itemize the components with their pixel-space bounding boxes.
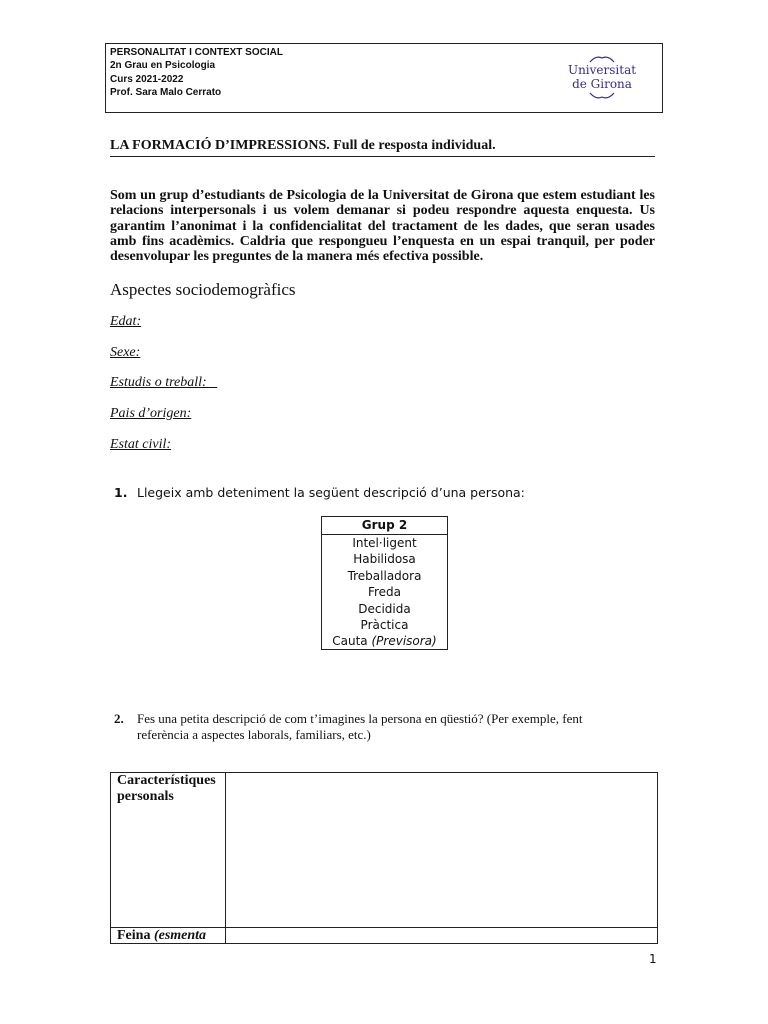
group-header: Grup 2 bbox=[322, 517, 447, 535]
trait-item: Treballadora bbox=[347, 568, 422, 583]
trait-cauta: Cauta bbox=[332, 634, 372, 649]
trait-item-last bbox=[322, 633, 447, 649]
trait-item: Pràctica bbox=[360, 617, 409, 632]
question-2-text: Fes una petita descripció de com t’imagines la persona en qüestió? (Per exemple, fent referència a aspectes laborals, familiars, etc.) bbox=[137, 711, 583, 742]
logo-text-line1: Universitat bbox=[567, 63, 637, 77]
personal-characteristics-label: Característiques personals bbox=[117, 773, 216, 804]
question-2-number: 2. bbox=[114, 711, 124, 726]
document-title: LA FORMACIÓ D’IMPRESSIONS. Full de resposta individual. bbox=[110, 138, 655, 157]
professor: Prof. Sara Malo Cerrato bbox=[110, 86, 222, 98]
trait-item: Decidida bbox=[358, 601, 411, 616]
job-answer-cell[interactable] bbox=[226, 928, 657, 943]
job-label-italic: (esmenta bbox=[153, 928, 207, 943]
header-box bbox=[105, 43, 663, 113]
logo-bottom-ornament bbox=[564, 92, 640, 100]
job-label-text: Feina bbox=[117, 928, 154, 943]
course-name: PERSONALITAT I CONTEXT SOCIAL bbox=[110, 47, 283, 58]
job-label bbox=[117, 928, 206, 944]
question-1-text: Llegeix amb deteniment la següent descripció d’una persona: bbox=[137, 485, 525, 500]
section-heading: Aspectes sociodemogràfics bbox=[110, 280, 296, 299]
personal-characteristics-answer-cell[interactable] bbox=[226, 773, 657, 927]
academic-year: Curs 2021-2022 bbox=[110, 73, 184, 85]
trait-item: Habilidosa bbox=[353, 552, 416, 567]
intro-paragraph: Som un grup d’estudiants de Psicologia de la Universitat de Girona que estem estudiant les relacions interpersonals i us volem demanar si podeu respondre aquesta enquesta. Us garantim l’anonimat i la confidencialitat del tractament de les dades, que seran usades amb fins acadèmics. Caldria que respongueu l’enquesta en un espai tranquil, per poder desenvolupar les preguntes de la manera més efectiva possible. bbox=[110, 188, 655, 265]
trait-item: Intel·ligent bbox=[352, 536, 417, 550]
trait-item: Freda bbox=[367, 585, 402, 600]
course-info bbox=[110, 46, 283, 99]
question-1-number: 1. bbox=[114, 485, 128, 500]
field-studies-work[interactable]: Estudis o treball: bbox=[110, 375, 218, 390]
field-age[interactable]: Edat: bbox=[110, 314, 142, 329]
university-logo bbox=[564, 55, 640, 101]
logo-text-line2: de Girona bbox=[572, 77, 632, 91]
field-sex[interactable]: Sexe: bbox=[110, 345, 141, 360]
trait-previsora: (Previsora) bbox=[371, 634, 437, 649]
field-country[interactable]: Pais d’origen: bbox=[110, 406, 192, 421]
response-table bbox=[110, 772, 658, 944]
group-description-table bbox=[321, 516, 448, 650]
logo-top-ornament bbox=[564, 55, 640, 63]
degree: 2n Grau en Psicologia bbox=[110, 60, 216, 72]
page-number: 1 bbox=[649, 952, 657, 966]
field-marital-status[interactable]: Estat civil: bbox=[110, 437, 172, 452]
